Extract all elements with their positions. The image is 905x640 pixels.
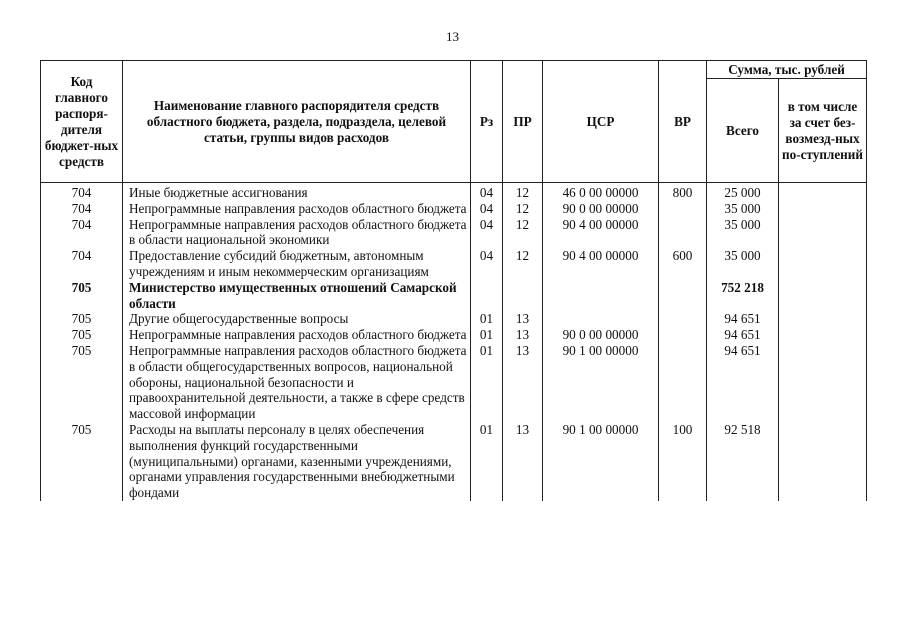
header-code: Код главного распоря-дителя бюджет-ных средств	[41, 61, 123, 183]
cell-rz	[471, 280, 503, 312]
cell-rz: 04	[471, 248, 503, 280]
cell-code: 705	[41, 343, 123, 422]
cell-rz: 04	[471, 183, 503, 201]
cell-name: Непрограммные направления расходов областного бюджета	[123, 327, 471, 343]
cell-gratuitous	[779, 343, 867, 422]
cell-csr	[543, 280, 659, 312]
cell-gratuitous	[779, 201, 867, 217]
table-row	[41, 183, 867, 201]
cell-pr: 12	[503, 201, 543, 217]
cell-gratuitous	[779, 422, 867, 501]
cell-code: 705	[41, 311, 123, 327]
cell-rz: 04	[471, 217, 503, 249]
cell-code: 704	[41, 248, 123, 280]
cell-code: 704	[41, 217, 123, 249]
cell-code: 704	[41, 201, 123, 217]
cell-total: 25 000	[707, 183, 779, 201]
header-rz: Рз	[471, 61, 503, 183]
cell-pr: 12	[503, 183, 543, 201]
cell-vr	[659, 311, 707, 327]
cell-name: Расходы на выплаты персоналу в целях обеспечения выполнения функций государственными (муниципальными) органами, казенными учреждениями, органами управления государственными внебюджетными фондами	[123, 422, 471, 501]
cell-pr: 13	[503, 343, 543, 422]
cell-rz: 01	[471, 311, 503, 327]
cell-gratuitous	[779, 183, 867, 201]
cell-code: 704	[41, 183, 123, 201]
cell-csr: 46 0 00 00000	[543, 183, 659, 201]
cell-csr: 90 4 00 00000	[543, 248, 659, 280]
table-row	[41, 280, 867, 312]
header-name: Наименование главного распорядителя средств областного бюджета, раздела, подраздела, целевой статьи, группы видов расходов	[123, 61, 471, 183]
cell-gratuitous	[779, 217, 867, 249]
cell-code: 705	[41, 280, 123, 312]
cell-name: Иные бюджетные ассигнования	[123, 183, 471, 201]
cell-total: 94 651	[707, 343, 779, 422]
budget-table	[40, 60, 867, 501]
cell-csr: 90 0 00 00000	[543, 201, 659, 217]
cell-csr	[543, 311, 659, 327]
cell-code: 705	[41, 327, 123, 343]
cell-pr: 13	[503, 311, 543, 327]
cell-rz: 01	[471, 422, 503, 501]
cell-pr: 12	[503, 248, 543, 280]
table-row	[41, 217, 867, 249]
cell-total: 92 518	[707, 422, 779, 501]
cell-csr: 90 1 00 00000	[543, 422, 659, 501]
cell-vr	[659, 201, 707, 217]
cell-name: Непрограммные направления расходов областного бюджета	[123, 201, 471, 217]
cell-total: 35 000	[707, 248, 779, 280]
cell-csr: 90 1 00 00000	[543, 343, 659, 422]
header-sum-group: Сумма, тыс. рублей	[707, 61, 867, 79]
page-number: 13	[446, 29, 459, 44]
cell-name: Непрограммные направления расходов областного бюджета в области общегосударственных вопросов, национальной обороны, национальной безопасности и правоохранительной деятельности, а также в сфере средств массовой информации	[123, 343, 471, 422]
cell-name: Другие общегосударственные вопросы	[123, 311, 471, 327]
table-row	[41, 201, 867, 217]
cell-total: 35 000	[707, 217, 779, 249]
cell-name: Непрограммные направления расходов областного бюджета в области национальной экономики	[123, 217, 471, 249]
table-row	[41, 311, 867, 327]
cell-pr: 13	[503, 422, 543, 501]
header-pr: ПР	[503, 61, 543, 183]
cell-vr	[659, 327, 707, 343]
cell-total: 35 000	[707, 201, 779, 217]
cell-csr: 90 0 00 00000	[543, 327, 659, 343]
cell-name: Министерство имущественных отношений Самарской области	[123, 280, 471, 312]
cell-total: 94 651	[707, 327, 779, 343]
header-csr: ЦСР	[543, 61, 659, 183]
cell-rz: 01	[471, 343, 503, 422]
cell-csr: 90 4 00 00000	[543, 217, 659, 249]
cell-total: 94 651	[707, 311, 779, 327]
cell-gratuitous	[779, 327, 867, 343]
cell-gratuitous	[779, 311, 867, 327]
table-row	[41, 422, 867, 501]
cell-pr	[503, 280, 543, 312]
cell-vr: 100	[659, 422, 707, 501]
cell-name: Предоставление субсидий бюджетным, автономным учреждениям и иным некоммерческим организациям	[123, 248, 471, 280]
table-row	[41, 327, 867, 343]
header-gratuitous: в том числе за счет без-возмезд-ных по-ступлений	[779, 79, 867, 183]
header-total: Всего	[707, 79, 779, 183]
cell-vr: 800	[659, 183, 707, 201]
cell-vr	[659, 280, 707, 312]
cell-vr: 600	[659, 248, 707, 280]
cell-code: 705	[41, 422, 123, 501]
cell-total: 752 218	[707, 280, 779, 312]
cell-vr	[659, 343, 707, 422]
cell-vr	[659, 217, 707, 249]
table-row	[41, 248, 867, 280]
cell-pr: 13	[503, 327, 543, 343]
cell-gratuitous	[779, 248, 867, 280]
cell-gratuitous	[779, 280, 867, 312]
cell-rz: 04	[471, 201, 503, 217]
cell-rz: 01	[471, 327, 503, 343]
header-vr: ВР	[659, 61, 707, 183]
table-row	[41, 343, 867, 422]
cell-pr: 12	[503, 217, 543, 249]
